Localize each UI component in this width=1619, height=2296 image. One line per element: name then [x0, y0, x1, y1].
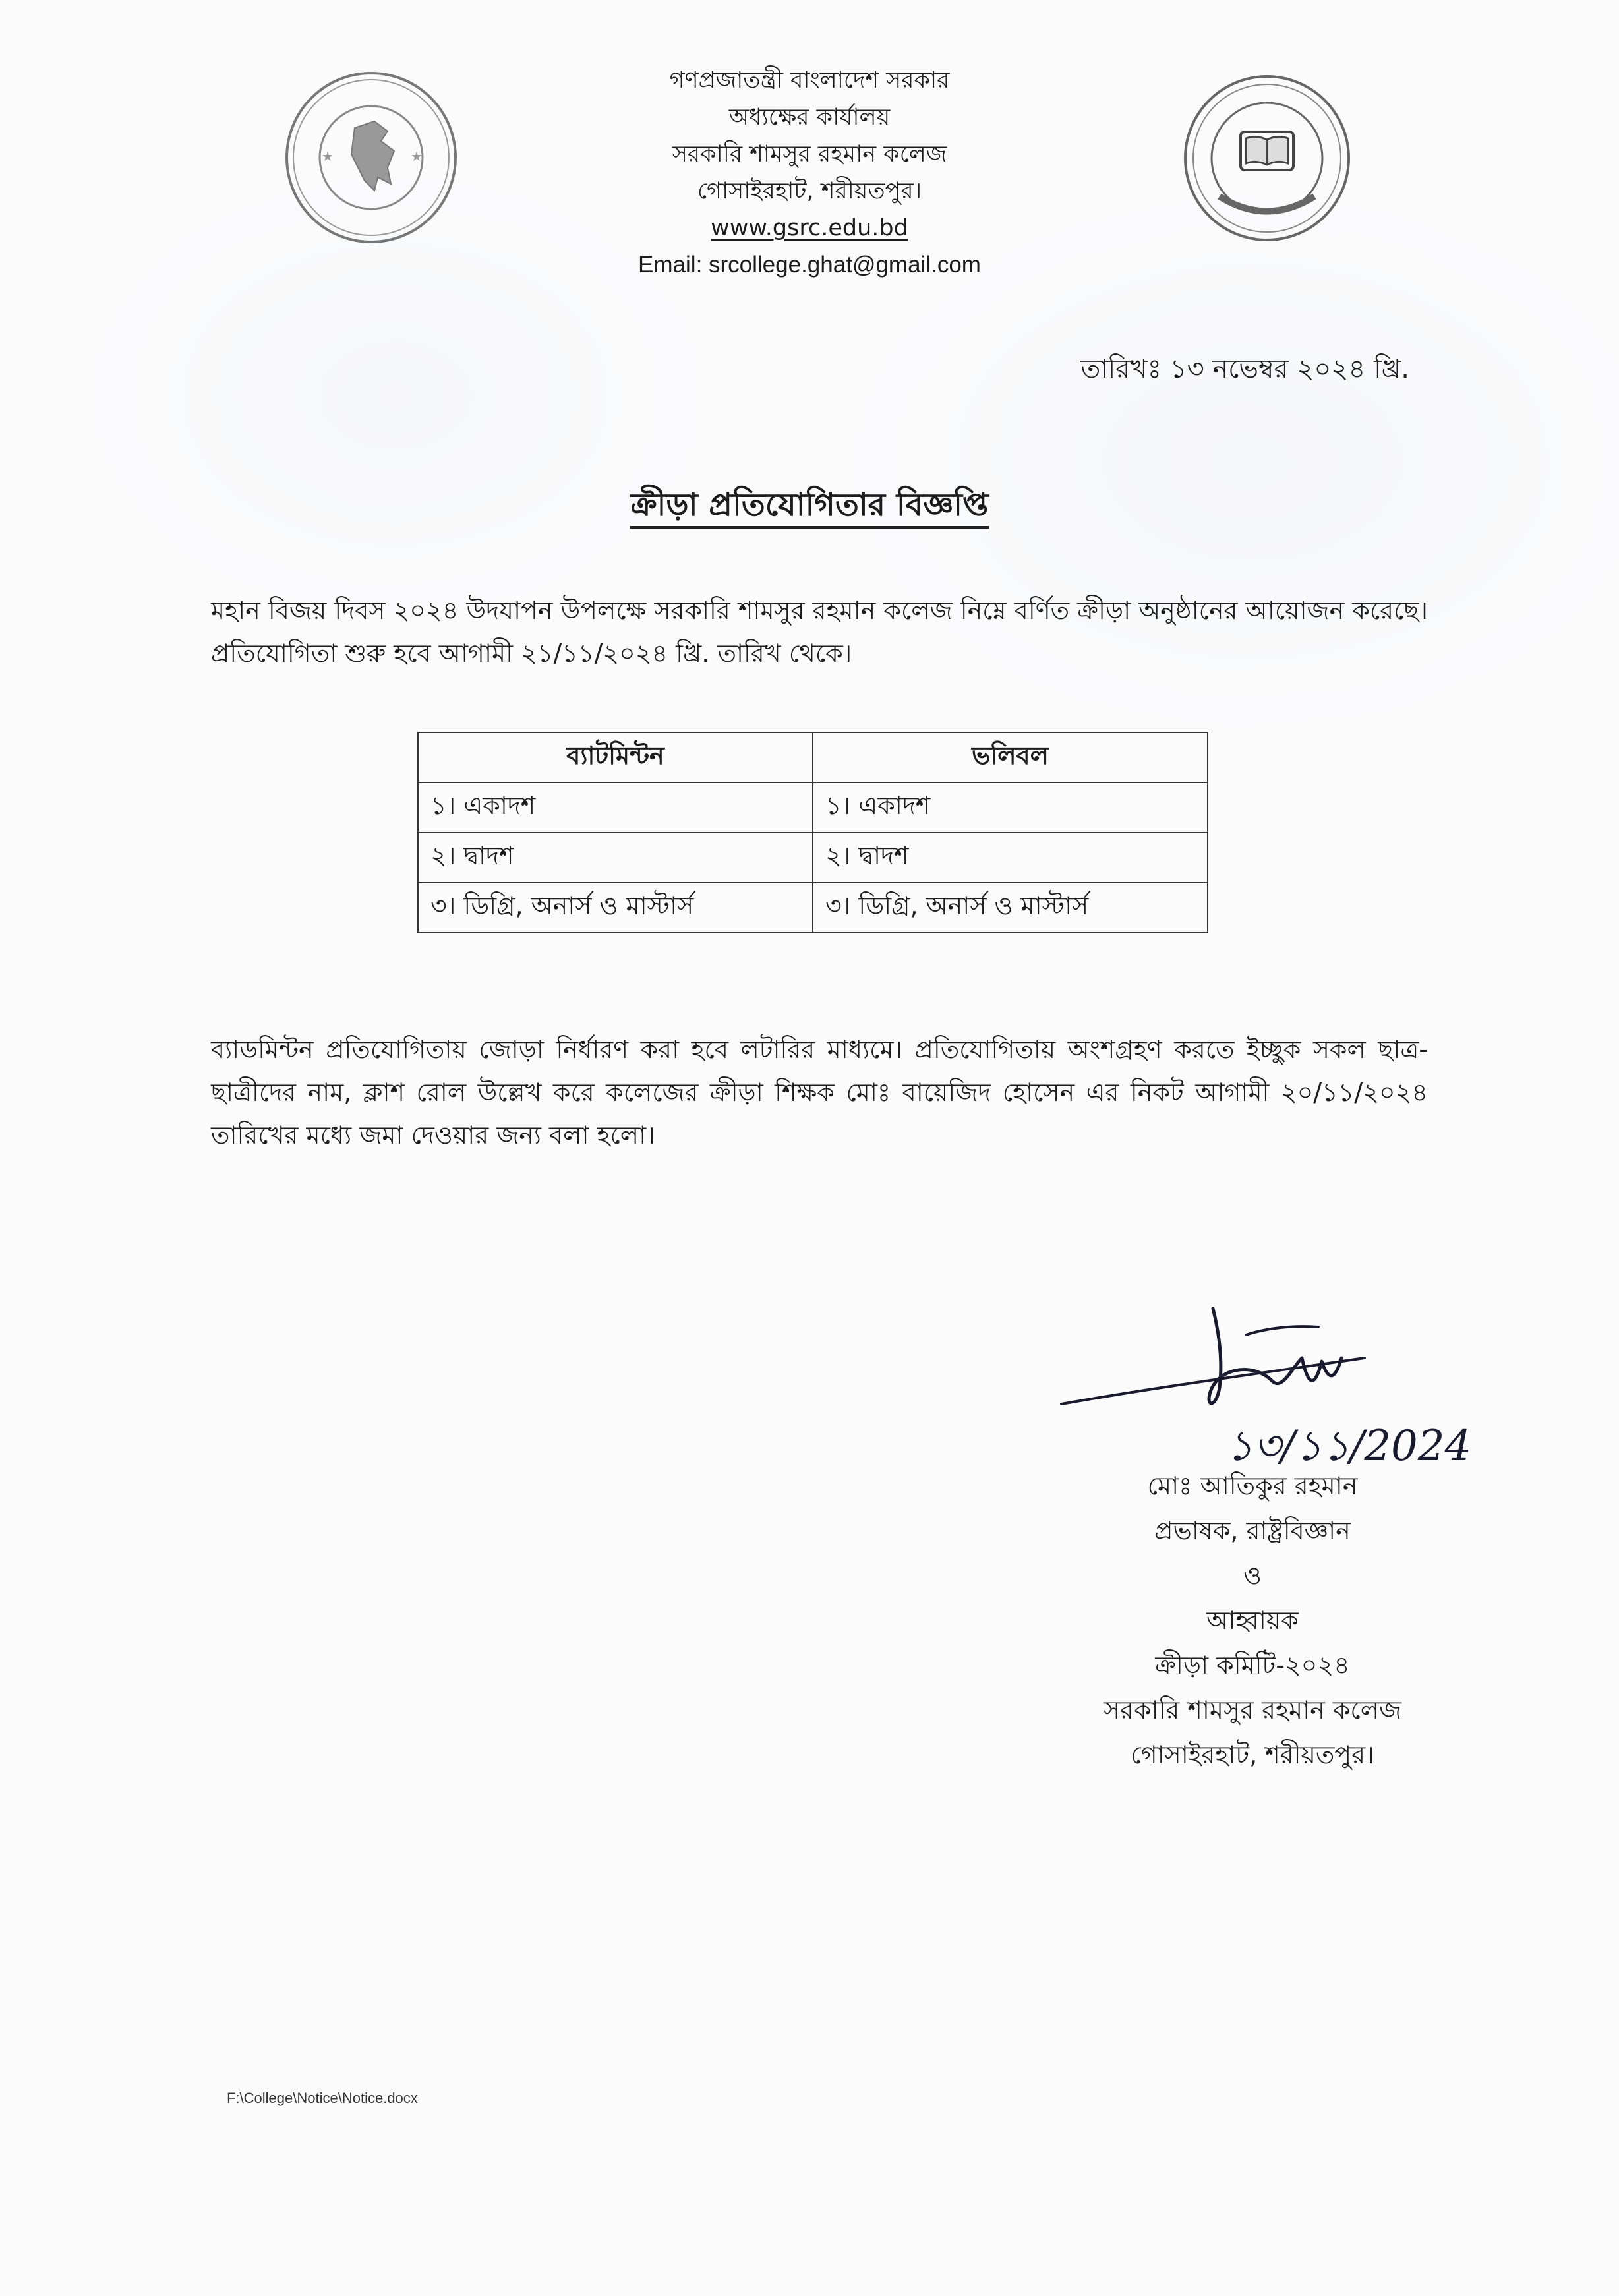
column-header-badminton: ব্যাটমিন্টন [418, 732, 813, 782]
signatory-role: আহ্বায়ক [1206, 1606, 1299, 1635]
table-cell: ৩। ডিগ্রি, অনার্স ও মাস্টার্স [813, 883, 1208, 933]
website-link[interactable]: www.gsrc.edu.bd [711, 215, 908, 241]
file-path-footer: F:\College\Notice\Notice.docx [227, 2090, 418, 2106]
table-cell: ১। একাদশ [813, 782, 1208, 833]
instructions-paragraph: ব্যাডমিন্টন প্রতিযোগিতায় জোড়া নির্ধারণ করা হবে লটারির মাধ্যমে। প্রতিযোগিতায় অংশগ্রহণ করতে ইচ্ছুক সকল ছাত্র-ছাত্রীদের নাম, ক্লাশ রোল উল্লেখ করে কলেজের ক্রীড়া শিক্ষক মোঃ বায়েজিদ হোসেন এর নিকট আগামী ২০/১১/২০২৪ তারিখের মধ্যে জমা দেওয়ার জন্য বলা হলো। [211, 1035, 1428, 1150]
table-cell: ৩। ডিগ্রি, অনার্স ও মাস্টার্স [418, 883, 813, 933]
notice-title [0, 481, 1619, 533]
government-name: গণপ্রজাতন্ত্রী বাংলাদেশ সরকার [669, 67, 950, 94]
college-address: গোসাইরহাট, শরীয়তপুর। [697, 178, 922, 204]
signatory-institution: সরকারি শামসুর রহমান কলেজ [1103, 1695, 1402, 1724]
signatory-committee: ক্রীড়া কমিটি-২০২৪ [1155, 1651, 1350, 1680]
signatory-location: গোসাইরহাট, শরীয়তপুর। [1131, 1740, 1374, 1769]
college-name: সরকারি শামসুর রহমান কলেজ [672, 141, 947, 167]
signatory-name: মোঃ আতিকুর রহমান [1147, 1471, 1358, 1500]
table-cell: ২। দ্বাদশ [813, 833, 1208, 883]
office-name: অধ্যক্ষের কার্যালয় [728, 104, 891, 131]
table-cell: ১। একাদশ [418, 782, 813, 833]
signatory-designation: প্রভাষক, রাষ্ট্রবিজ্ঞান [1154, 1516, 1351, 1545]
column-header-volleyball: ভলিবল [813, 732, 1208, 782]
government-seal-icon [282, 69, 460, 247]
svg-text:★: ★ [411, 148, 423, 164]
email-address[interactable]: Email: srcollege.ghat@gmail.com [638, 252, 981, 278]
notice-date: তারিখঃ ১৩ নভেম্বর ২০২৪ খ্রি. [1080, 354, 1409, 384]
table-header-row [418, 732, 1208, 782]
intro-paragraph: মহান বিজয় দিবস ২০২৪ উদযাপন উপলক্ষে সরকারি শামসুর রহমান কলেজ নিম্নে বর্ণিত ক্রীড়া অনুষ্ঠানের আয়োজন করেছে। প্রতিযোগিতা শুরু হবে আগামী ২১/১১/২০২৪ খ্রি. তারিখ থেকে। [211, 596, 1428, 668]
college-logo-icon [1180, 71, 1354, 245]
signatory-block [1002, 1463, 1503, 1777]
table-cell: ২। দ্বাদশ [418, 833, 813, 883]
table-row [418, 883, 1208, 933]
handwritten-date: ১৩/১১/2024 [1226, 1422, 1472, 1471]
sports-table [417, 732, 1208, 933]
letterhead [480, 62, 1139, 283]
table-row [418, 833, 1208, 883]
signatory-conjunction: ও [1243, 1561, 1262, 1590]
table-row [418, 782, 1208, 833]
notice-title-text: ক্রীড়া প্রতিযোগিতার বিজ্ঞপ্তি [630, 486, 988, 529]
svg-text:★: ★ [322, 148, 334, 164]
